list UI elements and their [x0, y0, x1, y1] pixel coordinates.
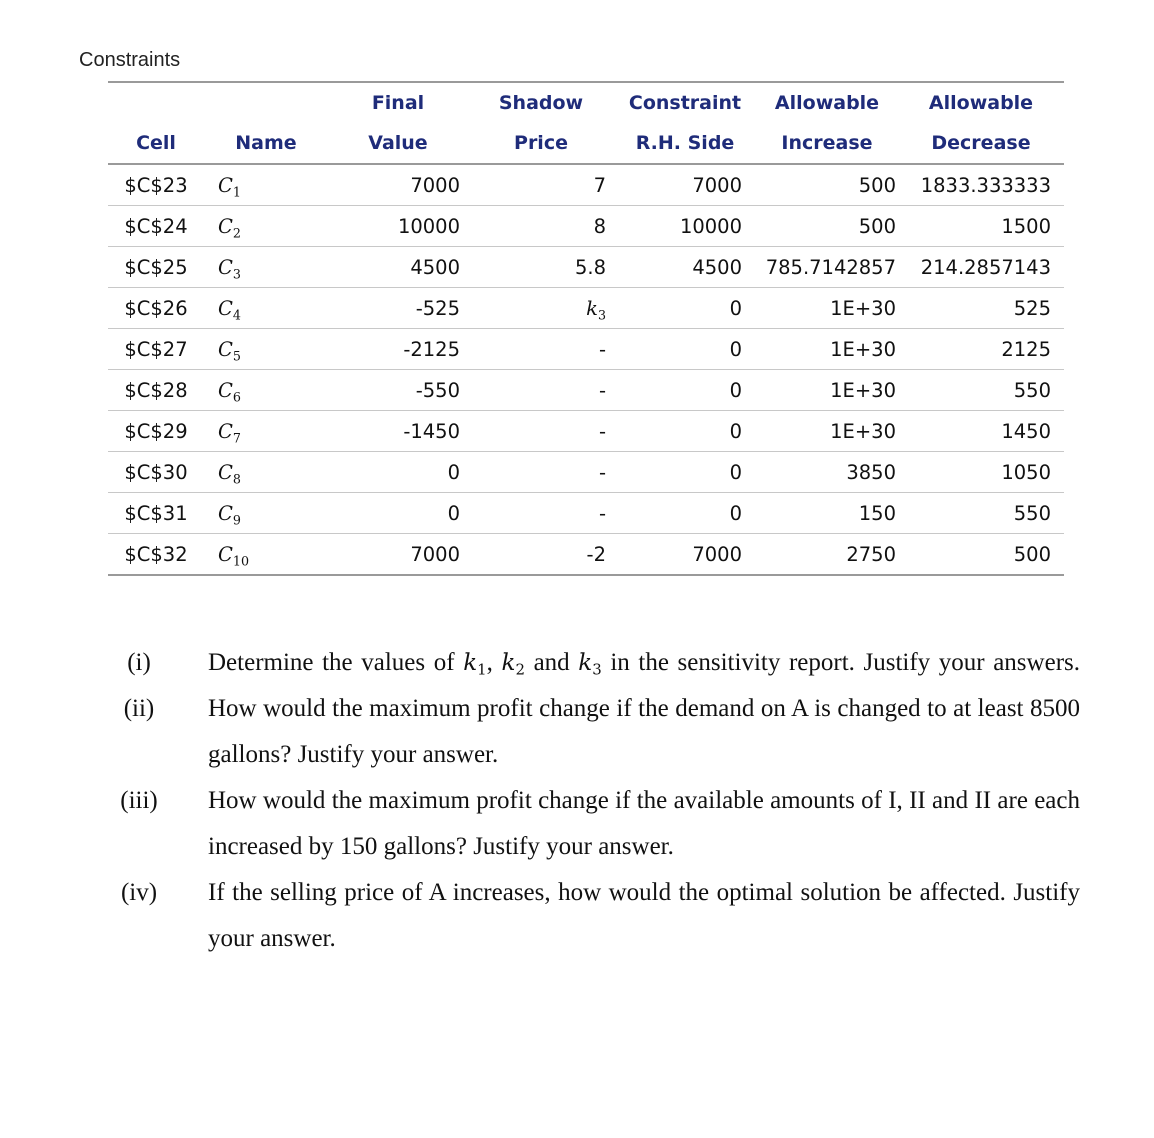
header-row-2 — [108, 123, 1064, 165]
question-item — [108, 640, 1080, 686]
constraint-name: $C_6$ — [218, 378, 241, 404]
allowable-increase: 785.7142857 — [765, 255, 896, 279]
question-list — [108, 640, 1080, 962]
header-shadow-price: Price — [514, 132, 568, 154]
header-cell: Cell — [136, 132, 176, 154]
sensitivity-report-table — [108, 81, 1064, 576]
shadow-price: - — [598, 337, 606, 361]
header-shadow-1: Shadow — [498, 92, 584, 114]
allowable-decrease: 1833.333333 — [920, 173, 1051, 197]
cell-ref: $C$32 — [124, 542, 188, 566]
header-final-1: Final — [371, 92, 425, 114]
header-allowable-increase: Increase — [781, 132, 873, 154]
rh-side: 10000 — [679, 214, 742, 238]
table-row — [108, 247, 1064, 288]
k1-symbol: $k_1$ — [463, 650, 487, 679]
allowable-increase: 1E+30 — [830, 378, 896, 402]
cell-ref: $C$30 — [124, 460, 188, 484]
constraint-name: $C_5$ — [218, 337, 241, 363]
cell-ref: $C$27 — [124, 337, 188, 361]
header-name: Name — [235, 132, 297, 154]
question-text: How would the maximum profit change if the demand on A is changed to at least 8500 gallons? Justify your answer. — [208, 695, 1080, 768]
shadow-price: - — [598, 419, 606, 443]
shadow-price: 5.8 — [574, 255, 606, 279]
allowable-increase: 500 — [858, 173, 896, 197]
section-title: Constraints — [79, 49, 181, 71]
rh-side: 0 — [729, 296, 742, 320]
table-row — [108, 206, 1064, 247]
allowable-increase: 1E+30 — [830, 296, 896, 320]
question-text-part: , — [486, 649, 502, 676]
cell-ref: $C$29 — [124, 419, 188, 443]
constraint-name: $C_1$ — [218, 173, 241, 199]
table-row — [108, 411, 1064, 452]
shadow-price: - — [598, 378, 606, 402]
shadow-price: - — [598, 501, 606, 525]
table-row — [108, 493, 1064, 534]
question-number: (ii) — [123, 695, 155, 722]
rh-side: 0 — [729, 378, 742, 402]
final-value: -1450 — [403, 419, 460, 443]
header-constraint-1: Constraint — [628, 92, 742, 114]
rh-side: 7000 — [692, 542, 742, 566]
shadow-symbol: $k_3$ — [586, 296, 606, 322]
constraint-name: $C_{10}$ — [218, 542, 250, 568]
header-rh-side: R.H. Side — [635, 132, 735, 154]
cell-ref: $C$26 — [124, 296, 188, 320]
final-value: 4500 — [410, 255, 460, 279]
table-row — [108, 288, 1064, 329]
allowable-decrease: 2125 — [1001, 337, 1051, 361]
header-decrease-1: Allowable — [928, 92, 1034, 114]
allowable-increase: 150 — [858, 501, 896, 525]
rh-side: 0 — [729, 419, 742, 443]
table-row — [108, 452, 1064, 493]
allowable-decrease: 550 — [1013, 501, 1051, 525]
allowable-decrease: 1050 — [1001, 460, 1051, 484]
final-value: -525 — [415, 296, 460, 320]
allowable-decrease: 1450 — [1001, 419, 1051, 443]
rh-side: 7000 — [692, 173, 742, 197]
question-text — [208, 640, 1080, 686]
final-value: -550 — [415, 378, 460, 402]
question-item — [108, 778, 1080, 870]
question-text: How would the maximum profit change if the available amounts of I, II and II are each increased by 150 gallons? Justify your answer. — [208, 787, 1080, 860]
cell-ref: $C$25 — [124, 255, 188, 279]
constraint-name: $C_8$ — [218, 460, 241, 486]
header-final-value: Value — [368, 132, 428, 154]
final-value: 0 — [447, 501, 460, 525]
question-item — [108, 686, 1080, 778]
rh-side: 4500 — [692, 255, 742, 279]
shadow-price — [463, 297, 609, 320]
allowable-increase: 3850 — [846, 460, 896, 484]
table-body — [108, 165, 1064, 576]
cell-ref: $C$24 — [124, 214, 188, 238]
k2-symbol: $k_2$ — [501, 650, 525, 679]
final-value: 0 — [447, 460, 460, 484]
question-number: (iii) — [120, 787, 158, 814]
allowable-increase: 2750 — [846, 542, 896, 566]
allowable-decrease: 550 — [1013, 378, 1051, 402]
final-value: -2125 — [403, 337, 460, 361]
shadow-price: 7 — [593, 173, 606, 197]
allowable-decrease: 1500 — [1001, 214, 1051, 238]
header-increase-1: Allowable — [774, 92, 880, 114]
allowable-decrease: 214.2857143 — [920, 255, 1051, 279]
table-row — [108, 534, 1064, 576]
question-number: (i) — [127, 649, 151, 676]
rh-side: 0 — [729, 337, 742, 361]
rh-side: 0 — [729, 501, 742, 525]
cell-ref: $C$31 — [124, 501, 188, 525]
allowable-decrease: 525 — [1013, 296, 1051, 320]
allowable-decrease: 500 — [1013, 542, 1051, 566]
shadow-price: 8 — [593, 214, 606, 238]
question-text-part: Determine the values of — [208, 649, 464, 676]
final-value: 7000 — [410, 542, 460, 566]
constraint-name: $C_9$ — [218, 501, 241, 527]
question-number: (iv) — [120, 879, 158, 906]
allowable-increase: 1E+30 — [830, 337, 896, 361]
constraint-name: $C_7$ — [218, 419, 241, 445]
question-text-part: and — [524, 649, 579, 676]
question-text-part: in the sensitivity report. Justify your answers. — [601, 649, 1080, 676]
final-value: 7000 — [410, 173, 460, 197]
cell-ref: $C$28 — [124, 378, 188, 402]
final-value: 10000 — [397, 214, 460, 238]
rh-side: 0 — [729, 460, 742, 484]
shadow-price: - — [598, 460, 606, 484]
allowable-increase: 500 — [858, 214, 896, 238]
constraint-name: $C_3$ — [218, 255, 241, 281]
allowable-increase: 1E+30 — [830, 419, 896, 443]
question-item — [108, 870, 1080, 962]
header-row-1 — [108, 83, 1064, 123]
table-row — [108, 165, 1064, 206]
k3-symbol: $k_3$ — [578, 650, 602, 679]
table-row — [108, 370, 1064, 411]
header-allowable-decrease: Decrease — [931, 132, 1031, 154]
shadow-price: -2 — [586, 542, 606, 566]
constraint-name: $C_4$ — [218, 296, 241, 322]
question-text: If the selling price of A increases, how would the optimal solution be affected. Justify your answer. — [208, 879, 1080, 952]
constraint-name: $C_2$ — [218, 214, 241, 240]
table-row — [108, 329, 1064, 370]
cell-ref: $C$23 — [124, 173, 188, 197]
